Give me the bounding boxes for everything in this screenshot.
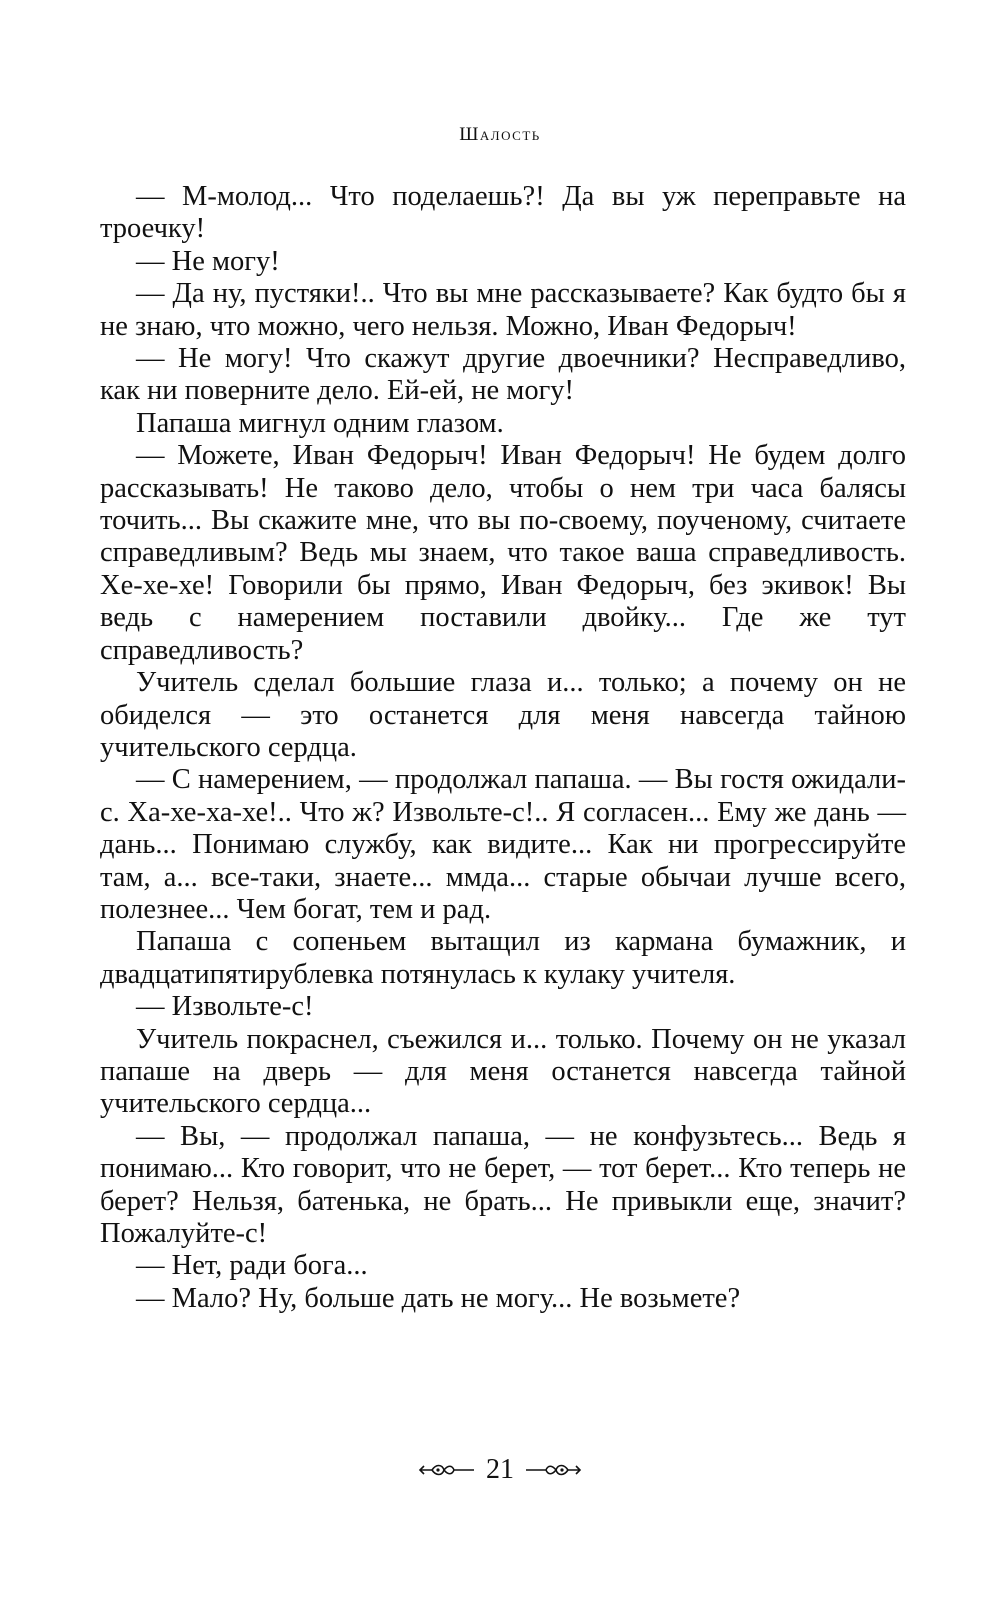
paragraph: Учитель сделал большие глаза и... только; а почему он не обиделся — это останется для меня навсегда тайною учительского сердца. xyxy=(100,667,906,763)
page-footer xyxy=(0,1452,1000,1488)
page-number: 21 xyxy=(486,1454,514,1485)
paragraph: Папаша мигнул одним глазом. xyxy=(136,407,504,439)
paragraph: — Нет, ради бога... xyxy=(136,1250,368,1282)
paragraph: Папаша с сопеньем вытащил из кармана бумажник, и двадцатипятирублевка потянулась к кулаку учителя. xyxy=(100,926,906,990)
right-flourish-icon xyxy=(524,1461,582,1479)
paragraph: — Мало? Ну, больше дать не могу... Не возьмете? xyxy=(136,1282,741,1314)
paragraph: — М-молод... Что поделаешь?! Да вы уж переправьте на троечку! xyxy=(100,181,906,245)
left-flourish-icon xyxy=(418,1461,476,1479)
paragraph: — Вы, — продолжал папаша, — не конфузьтесь... Ведь я понимаю... Кто говорит, что не берет, — тот берет... Кто теперь не берет? Нельзя, батенька, не брать... Не привыкли еще, значит? Пожалуйте-с! xyxy=(100,1120,906,1249)
paragraph: Учитель покраснел, съежился и... только. Почему он не указал папаше на дверь — для меня останется навсегда тайной учительского сердца... xyxy=(100,1023,906,1120)
paragraph: — Извольте-с! xyxy=(136,991,314,1023)
paragraph: — Не могу! xyxy=(136,245,280,277)
running-title: Шалость xyxy=(459,124,541,145)
paragraph: — Не могу! Что скажут другие двоечники? Несправедливо, как ни поверните дело. Ей-ей, не могу! xyxy=(100,343,906,407)
body-text xyxy=(100,181,906,1315)
paragraph: — Да ну, пустяки!.. Что вы мне рассказываете? Как будто бы я не знаю, что можно, чего нельзя. Можно, Иван Федорыч! xyxy=(100,278,906,342)
paragraph: — Можете, Иван Федорыч! Иван Федорыч! Не будем долго рассказывать! Не таково дело, чтобы о нем три часа балясы точить... Вы скажите мне, что вы по-своему, поученому, считаете справедливым? Ведь мы знаем, что такое ваша справедливость. Хе-хе-хе! Говорили бы прямо, Иван Федорыч, без экивок! Вы ведь с намерением поставили двойку... Где же тут справедливость? xyxy=(100,440,906,666)
paragraph: — С намерением, — продолжал папаша. — Вы гостя ожидали-с. Ха-хе-ха-хе!.. Что ж? Извольте-с!.. Я согласен... Ему же дань — дань... Понимаю службу, как видите... Как ни прогрессируйте там, а... все-таки, знаете... ммда... старые обычаи лучше всего, полезнее... Чем богат, тем и рад. xyxy=(100,764,906,925)
